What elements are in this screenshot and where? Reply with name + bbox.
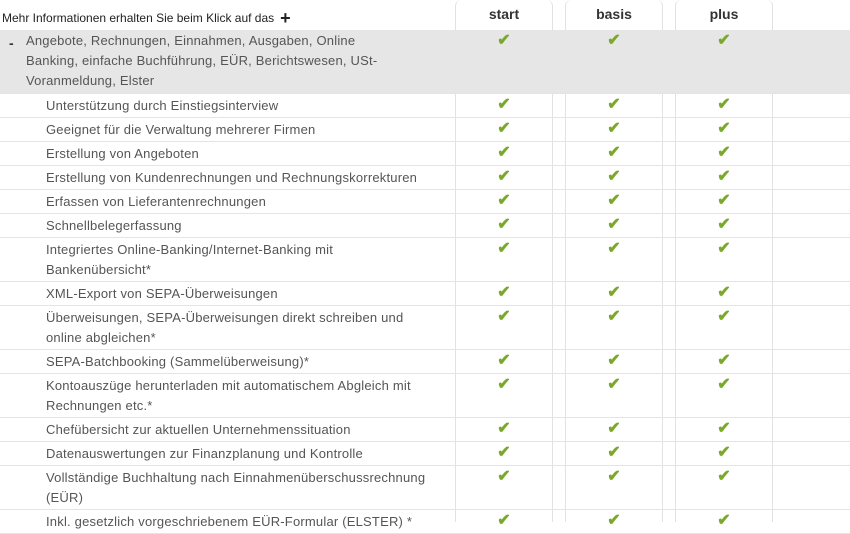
feature-list: [0, 94, 850, 534]
feature-label: Datenauswertungen zur Finanzplanung und Kontrolle: [46, 446, 363, 461]
check-icon: ✔: [717, 376, 731, 393]
check-icon: ✔: [717, 168, 731, 185]
check-icon: ✔: [497, 420, 511, 437]
plan-header-start: start: [488, 6, 520, 22]
check-icon: ✔: [497, 192, 511, 209]
feature-row: [0, 142, 850, 166]
feature-label: Chefübersicht zur aktuellen Unternehmenssituation: [46, 422, 351, 437]
feature-label: SEPA-Batchbooking (Sammelüberweisung)*: [46, 354, 310, 369]
check-icon: ✔: [717, 352, 731, 369]
check-icon: ✔: [717, 240, 731, 257]
check-icon: ✔: [607, 376, 621, 393]
check-icon: ✔: [717, 420, 731, 437]
check-icon: ✔: [717, 96, 731, 113]
check-icon: ✔: [717, 284, 731, 301]
check-icon: ✔: [717, 308, 731, 325]
check-icon: ✔: [607, 512, 621, 529]
check-icon: ✔: [497, 32, 511, 49]
check-icon: ✔: [607, 308, 621, 325]
check-icon: ✔: [497, 284, 511, 301]
feature-row: [0, 214, 850, 238]
check-icon: ✔: [717, 32, 731, 49]
feature-row: [0, 510, 850, 534]
check-icon: ✔: [497, 352, 511, 369]
plan-header-plus: plus: [709, 6, 739, 22]
check-icon: ✔: [607, 144, 621, 161]
check-icon: ✔: [497, 120, 511, 137]
check-icon: ✔: [607, 468, 621, 485]
feature-row: [0, 374, 850, 418]
feature-row: [0, 190, 850, 214]
feature-row: [0, 282, 850, 306]
feature-label: Schnellbelegerfassung: [46, 218, 182, 233]
check-icon: ✔: [717, 444, 731, 461]
check-icon: ✔: [607, 352, 621, 369]
check-icon: ✔: [497, 216, 511, 233]
check-icon: ✔: [607, 240, 621, 257]
check-icon: ✔: [607, 96, 621, 113]
feature-rows: [0, 30, 850, 534]
feature-row: [0, 466, 850, 510]
feature-label: Inkl. gesetzlich vorgeschriebenem EÜR-Formular (ELSTER) *: [46, 514, 413, 529]
check-icon: ✔: [607, 444, 621, 461]
check-icon: ✔: [497, 240, 511, 257]
info-hint: [2, 8, 291, 28]
feature-label: Integriertes Online-Banking/Internet-Banking mit Bankenübersicht*: [46, 242, 334, 277]
check-icon: ✔: [497, 308, 511, 325]
feature-row: [0, 418, 850, 442]
feature-label: Erstellung von Kundenrechnungen und Rechnungskorrekturen: [46, 170, 418, 185]
check-icon: ✔: [497, 512, 511, 529]
check-icon: ✔: [497, 168, 511, 185]
feature-row: [0, 238, 850, 282]
feature-label: Geeignet für die Verwaltung mehrerer Firmen: [46, 122, 316, 137]
feature-label: Unterstützung durch Einstiegsinterview: [46, 98, 279, 113]
check-icon: ✔: [607, 192, 621, 209]
feature-row: [0, 166, 850, 190]
section-label: Angebote, Rechnungen, Einnahmen, Ausgaben, Online Banking, einfache Buchführung, EÜR, Berichtswesen, USt-Voranmeldung, Elster: [26, 33, 378, 88]
feature-label: Erstellung von Angeboten: [46, 146, 199, 161]
check-icon: ✔: [717, 192, 731, 209]
feature-label: Vollständige Buchhaltung nach Einnahmenüberschussrechnung (EÜR): [46, 470, 426, 505]
check-icon: ✔: [607, 32, 621, 49]
plan-header-basis: basis: [596, 6, 632, 22]
feature-row: [0, 442, 850, 466]
check-icon: ✔: [717, 120, 731, 137]
check-icon: ✔: [497, 144, 511, 161]
collapse-minus-icon[interactable]: -: [9, 35, 14, 51]
feature-label: XML-Export von SEPA-Überweisungen: [46, 286, 278, 301]
feature-label: Überweisungen, SEPA-Überweisungen direkt schreiben und online abgleichen*: [46, 310, 404, 345]
feature-label: Kontoauszüge herunterladen mit automatischem Abgleich mit Rechnungen etc.*: [46, 378, 411, 413]
check-icon: ✔: [607, 120, 621, 137]
check-icon: ✔: [497, 444, 511, 461]
check-icon: ✔: [607, 284, 621, 301]
feature-row: [0, 350, 850, 374]
check-icon: ✔: [717, 468, 731, 485]
check-icon: ✔: [497, 96, 511, 113]
check-icon: ✔: [497, 376, 511, 393]
check-icon: ✔: [717, 144, 731, 161]
feature-row: [0, 94, 850, 118]
feature-section-row[interactable]: [0, 30, 850, 94]
info-text: Mehr Informationen erhalten Sie beim Klick auf das: [2, 11, 275, 25]
feature-row: [0, 306, 850, 350]
check-icon: ✔: [717, 216, 731, 233]
check-icon: ✔: [607, 168, 621, 185]
feature-label: Erfassen von Lieferantenrechnungen: [46, 194, 267, 209]
check-icon: ✔: [497, 468, 511, 485]
expand-plus-icon[interactable]: +: [280, 8, 291, 28]
feature-row: [0, 118, 850, 142]
table-header: [0, 0, 850, 30]
check-icon: ✔: [607, 420, 621, 437]
check-icon: ✔: [607, 216, 621, 233]
check-icon: ✔: [717, 512, 731, 529]
